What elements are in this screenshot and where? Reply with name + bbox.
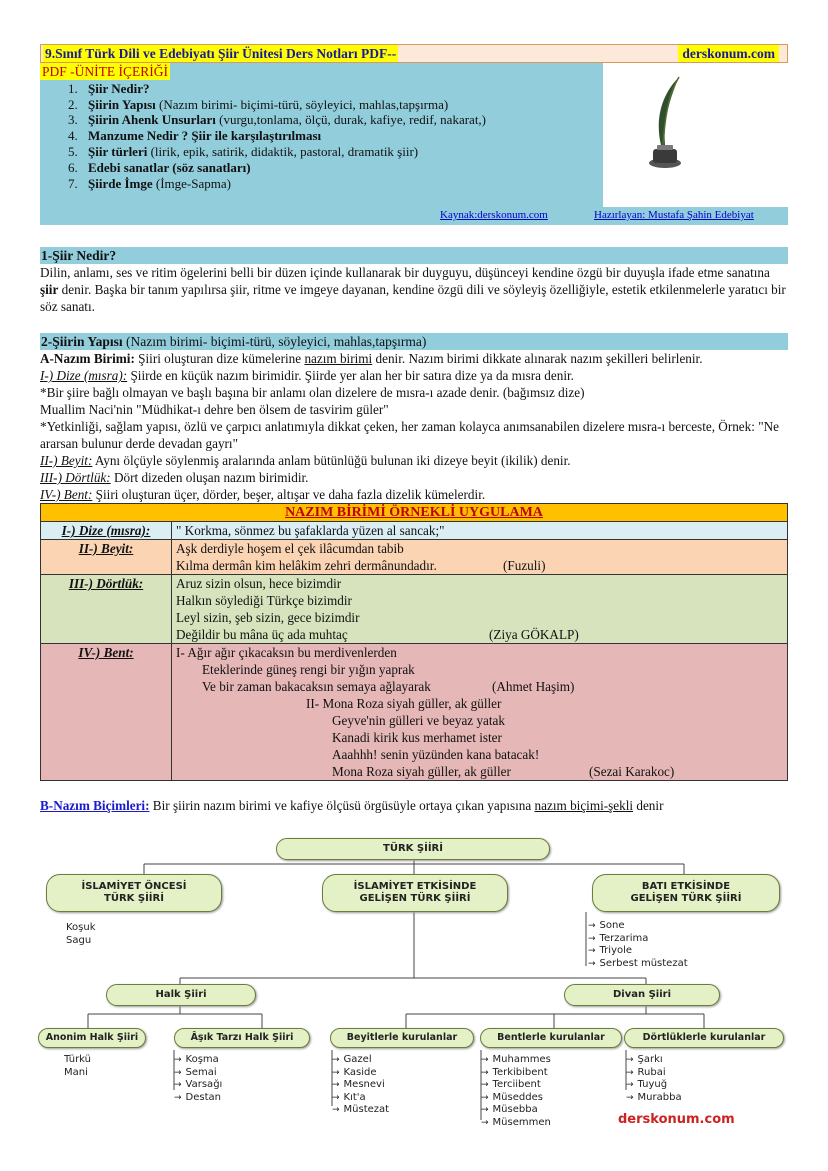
author-link[interactable]: Hazırlayan: Mustafa Şahin Edebiyat xyxy=(594,209,754,221)
node-asik-tarzi: Âşık Tarzı Halk Şiiri xyxy=(174,1028,310,1048)
node-islamiyet-oncesi: İSLAMİYET ÖNCESİ TÜRK ŞİİRİ xyxy=(46,874,222,912)
naci-text: Muallim Naci'nin "Müdhikat-ı dehre ben ölsem de tasvirim güler" xyxy=(40,402,389,417)
berceste-text: *Yetkinliği, sağlam yapısı, özlü ve çarpıcı anlatımıyla dikkat çeken, her zaman kolayca anımsanabilen dizelere mısra-ı berceste, Örnek: "Ne ararsan bulunur derde devadan gayrı" xyxy=(40,419,779,451)
unit-contents xyxy=(40,63,788,225)
asik-list: → Koşma → Semai → Varsağı → Destan xyxy=(174,1054,222,1104)
table-row: IV-) Bent: I- Ağır ağır çıkacaksın bu merdivenlerden Eteklerinde güneş rengi bir yığın yaprak Ve bir zaman bakacaksın semaya ağlayarak (Ahmet Haşim) II- Mona Roza siyah güller, ak güller Geyve'nin gülleri ve beyaz yatak Kanadi kirik kus merhamet ister Aaahhh! senin yüzünden kana batacak! Mona Roza siyah güller, ak güller (Sezai Karakoc) xyxy=(41,644,788,781)
brand-watermark: derskonum.com xyxy=(618,1112,735,1127)
contents-list xyxy=(40,81,603,192)
contents-item: 6. Edebi sanatlar (söz sanatları) xyxy=(68,159,251,175)
site-label: derskonum.com xyxy=(678,45,779,62)
contents-item: 4. Manzume Nedir ? Şiir ile karşılaştırılması xyxy=(68,128,322,144)
dize-text: I-) Dize (mısra): Şiirde en küçük nazım birimidir. Şiirde yer alan her bir satıra dize ya da mısra denir. xyxy=(40,368,574,383)
turk-siiri-diagram xyxy=(40,828,788,1138)
dortluk-text: III-) Dörtlük: Dört dizeden oluşan nazım birimidir. xyxy=(40,470,309,485)
node-turk-siiri: TÜRK ŞİİRİ xyxy=(276,838,550,860)
node-anonim-halk-siiri: Anonim Halk Şiiri xyxy=(38,1028,146,1048)
anonim-list: Türkü Mani xyxy=(64,1054,92,1078)
beyitlerle-list: → Gazel → Kaside → Mesnevi → Kıt'a → Müstezat xyxy=(332,1054,389,1117)
node-dortluklerle-kurulanlar: Dörtlüklerle kurulanlar xyxy=(624,1028,784,1048)
node-bati-etkisinde: BATI ETKİSİNDE GELİŞEN TÜRK ŞİİRİ xyxy=(592,874,780,912)
document-title: 9.Sınıf Türk Dili ve Edebiyatı Şiir Ünitesi Ders Notları PDF-- xyxy=(45,45,397,61)
contents-item: 3. Şiirin Ahenk Unsurları (vurgu,tonlama, ölçü, durak, kafiye, redif, nakarat,) xyxy=(68,112,487,128)
table-row: I-) Dize (mısra): " Korkma, sönmez bu şafaklarda yüzen al sancak;" xyxy=(41,522,788,540)
node-halk-siiri: Halk Şiiri xyxy=(106,984,256,1006)
contents-item: 1. Şiir Nedir? xyxy=(68,80,150,96)
nazim-bicimleri-text: B-Nazım Biçimleri: Bir şiirin nazım birimi ve kafiye ölçüsü örgüsüyle ortaya çıkan yapısına nazım biçimi-şekli denir xyxy=(40,798,664,813)
node-bentlerle-kurulanlar: Bentlerle kurulanlar xyxy=(480,1028,622,1048)
quill-inkwell-icon xyxy=(639,75,697,175)
bati-list: → Sone → Terzarima → Triyole → Serbest müstezat xyxy=(588,920,688,970)
contents-item: 5. Şiir türleri (lirik, epik, satirik, didaktik, pastoral, dramatik şiir) xyxy=(68,144,419,160)
dortluklerle-list: → Şarkı → Rubai → Tuyuğ → Murabba xyxy=(626,1054,682,1104)
contents-heading: PDF -ÜNİTE İÇERİĞİ xyxy=(42,64,168,79)
beyit-text: II-) Beyit: Aynı ölçüyle söylenmiş aralarında anlam bütünlüğü bulunan iki dizeye beyit (ikilik) denir. xyxy=(40,453,571,468)
node-beyitlerle-kurulanlar: Beyitlerle kurulanlar xyxy=(330,1028,474,1048)
section-2-heading: 2-Şiirin Yapısı (Nazım birimi- biçimi-türü, söyleyici, mahlas,tapşırma) xyxy=(40,333,788,350)
bent-text: IV-) Bent: Şiiri oluşturan üçer, dörder, beşer, altışar ve daha fazla dizelik kümelerdir. xyxy=(40,487,486,502)
table-row: III-) Dörtlük: Aruz sizin olsun, hece bizimdir Halkın söylediği Türkçe bizimdir Leyl sizin, şeb sizin, gece bizimdir Değildir bu mâna üç ada muhtaç (Ziya GÖKALP) xyxy=(41,575,788,644)
azade-text: *Bir şiire bağlı olmayan ve başlı başına bir anlamı olan dizelere de mısra-ı azade denir. (bağımsız dize) xyxy=(40,385,585,400)
section-1-text: Dilin, anlamı, ses ve ritim ögelerini belli bir düzen içinde kullanarak bir duyguyu, düşünceyi kendine özgü bir duyuşla ifade etme sanatına şiir denir. Başka bir tanım yapılırsa şiir, ritme ve imgeye dayanan, kendine özgü dili ve söyleyiş özelliğiyle, estetik etkilenmelerle yaratıcı bir söz sanatı. xyxy=(40,265,786,314)
section-1-heading: 1-Şiir Nedir? xyxy=(40,247,788,264)
document-header xyxy=(40,44,788,63)
nazim-birimi-text: A-Nazım Birimi: Şiiri oluşturan dize kümelerine nazım birimi denir. Nazım birimi dikkate alınarak nazım şekilleri belirlenir. xyxy=(40,351,703,366)
table-row: II-) Beyit: Aşk derdiyle hoşem el çek ilâcumdan tabib Kılma dermân kim helâkim zehri dermânundadır. (Fuzuli) xyxy=(41,540,788,575)
bentlerle-list: → Muhammes → Terkibibent → Terciibent → Müseddes → Müsebba → Müsemmen xyxy=(481,1054,551,1129)
contents-item: 7. Şiirde İmge (İmge-Sapma) xyxy=(68,175,231,191)
source-link[interactable]: Kaynak:derskonum.com xyxy=(440,209,548,221)
islamiyet-oncesi-list: Koşuk Sagu xyxy=(66,922,96,946)
node-islamiyet-etkisinde: İSLAMİYET ETKİSİNDE GELİŞEN TÜRK ŞİİRİ xyxy=(322,874,508,912)
example-table-title: NAZIM BİRİMİ ÖRNEKLİ UYGULAMA xyxy=(41,504,788,522)
node-divan-siiri: Divan Şiiri xyxy=(564,984,720,1006)
example-table xyxy=(40,503,788,781)
source-bar xyxy=(40,207,788,225)
contents-item: 2. Şiirin Yapısı (Nazım birimi- biçimi-türü, söyleyici, mahlas,tapşırma) xyxy=(68,96,449,112)
